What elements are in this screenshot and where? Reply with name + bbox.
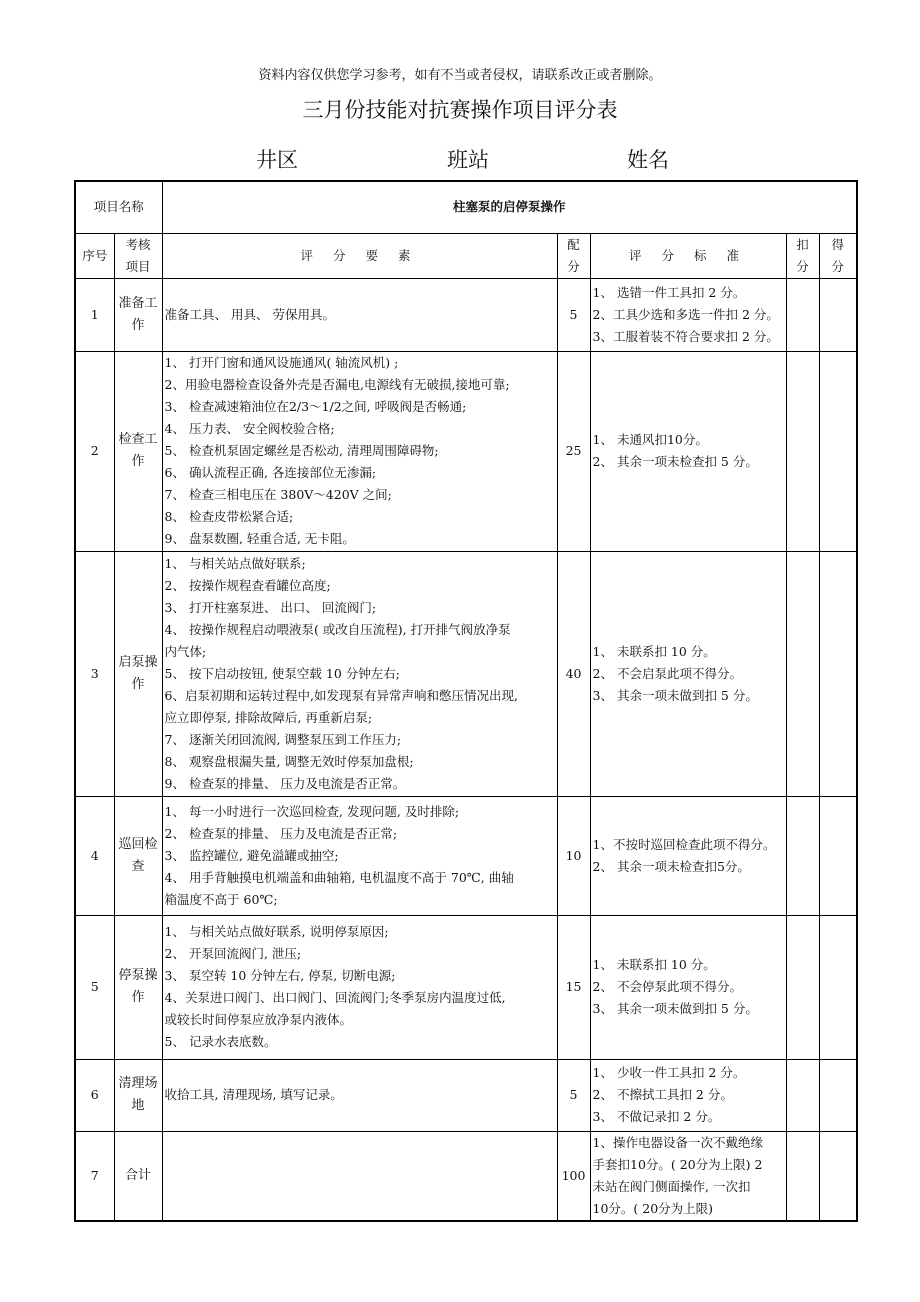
field-area-label: 井区 [256, 148, 298, 172]
row-score-cell [819, 1059, 857, 1131]
disclaimer: 资料内容仅供您学习参考，如有不当或者侵权，请联系改正或者删除。 [258, 68, 662, 83]
row-standard-line: 3、 不做记录扣 2 分。 [592, 1109, 721, 1124]
header-points [557, 233, 590, 278]
row-deduct-cell [786, 278, 819, 351]
row-index: 3 [75, 551, 114, 796]
row-standard-line: 2、 不会停泵此项不得分。 [592, 979, 742, 994]
row-standard-line: 2、 其余一项未检查扣5分。 [592, 858, 750, 874]
header-score [819, 233, 857, 278]
header-standard: 评 分 标 准 [590, 233, 786, 278]
row-deduct-cell [786, 351, 819, 551]
row-item: 巡回检查 [114, 796, 162, 915]
row-standard-line: 2、 不会启泵此项不得分。 [592, 665, 742, 681]
row-index: 6 [75, 1059, 114, 1131]
row-requirements-line: 3、 泵空转 10 分钟左右, 停泵, 切断电源; [164, 968, 396, 983]
row-requirements [162, 1059, 557, 1131]
row-score-cell [819, 796, 857, 915]
row-requirements-line: 3、 打开柱塞泵进、 出口、 回流阀门; [164, 599, 377, 615]
row-requirements-line: 7、 检查三相电压在 380V～420V 之间; [164, 487, 392, 502]
table-row [75, 551, 857, 796]
row-standard-line: 3、 其余一项未做到扣 5 分。 [592, 687, 758, 703]
row-points: 10 [557, 796, 590, 915]
row-requirements-line: 2、 检查泵的排量、 压力及电流是否正常; [164, 825, 398, 841]
row-points: 25 [557, 351, 590, 551]
row-item: 准备工作 [114, 278, 162, 351]
row-index: 5 [75, 915, 114, 1059]
row-requirements-line: 2、用验电器检查设备外壳是否漏电,电源线有无破损,接地可靠; [164, 377, 510, 392]
row-points: 5 [557, 1059, 590, 1131]
header-score-line2: 分 [831, 258, 845, 274]
row-requirements-line: 6、启泵初期和运转过程中,如发现泵有异常声响和憋压情况出现, [164, 687, 518, 703]
header-deduct [786, 233, 819, 278]
row-item: 检查工作 [114, 351, 162, 551]
row-item: 停泵操作 [114, 915, 162, 1059]
row-deduct-cell [786, 1131, 819, 1221]
row-deduct-cell [786, 1059, 819, 1131]
header-points-line2: 分 [567, 258, 580, 274]
row-standard-line: 3、工服着装不符合要求扣 2 分。 [592, 328, 779, 344]
row-points: 5 [557, 278, 590, 351]
table-row [75, 1131, 857, 1221]
header-requirements: 评 分 要 素 [162, 233, 557, 278]
row-standard-line: 1、 未通风扣10分。 [592, 432, 708, 447]
project-title: 柱塞泵的启停泵操作 [162, 181, 857, 233]
table-row [75, 1059, 857, 1131]
row-score-cell [819, 278, 857, 351]
table-row [75, 351, 857, 551]
row-item: 合计 [114, 1131, 162, 1221]
row-requirements-line: 5、 检查机泵固定螺丝是否松动, 清理周围障碍物; [164, 443, 439, 458]
table-row [75, 915, 857, 1059]
row-standard [590, 796, 786, 915]
row-standard-line: 10分。( 20分为上限) [592, 1200, 714, 1216]
row-index: 4 [75, 796, 114, 915]
row-deduct-cell [786, 796, 819, 915]
row-requirements-line: 8、 观察盘根漏失量, 调整无效时停泵加盘根; [164, 753, 414, 769]
row-requirements-line: 1、 与相关站点做好联系, 说明停泵原因; [164, 924, 389, 939]
row-requirements-line: 1、 每一小时进行一次巡回检查, 发现问题, 及时排除; [164, 803, 460, 819]
row-standard [590, 1131, 786, 1221]
row-standard-line: 2、工具少选和多选一件扣 2 分。 [592, 306, 779, 322]
score-table [74, 180, 858, 1222]
row-standard-line: 2、 不擦拭工具扣 2 分。 [592, 1087, 733, 1102]
row-standard [590, 278, 786, 351]
row-score-cell [819, 551, 857, 796]
row-points: 100 [557, 1131, 590, 1221]
header-deduct-line1: 扣 [796, 236, 809, 252]
row-standard [590, 351, 786, 551]
row-requirements-line: 6、 确认流程正确, 各连接部位无渗漏; [164, 465, 377, 480]
row-score-cell [819, 351, 857, 551]
row-requirements-line: 应立即停泵, 排除故障后, 再重新启泵; [164, 709, 373, 725]
row-standard-line: 1、不按时巡回检查此项不得分。 [592, 836, 776, 852]
row-requirements-line: 3、 检查减速箱油位在2/3～1/2之间, 呼吸阀是否畅通; [164, 399, 467, 414]
row-requirements [162, 351, 557, 551]
header-index: 序号 [75, 233, 114, 278]
row-requirements-line: 准备工具、 用具、 劳保用具。 [164, 306, 335, 322]
header-item-line1: 考核 [125, 236, 151, 252]
row-index: 2 [75, 351, 114, 551]
row-item: 清理场地 [114, 1059, 162, 1131]
row-requirements-line: 4、 用手背触摸电机端盖和曲轴箱, 电机温度不高于 70℃, 曲轴 [164, 869, 514, 885]
row-requirements-line: 9、 检查泵的排量、 压力及电流是否正常。 [164, 775, 406, 791]
row-requirements-line: 2、 开泵回流阀门, 泄压; [164, 946, 302, 961]
row-points: 40 [557, 551, 590, 796]
row-standard-line: 手套扣10分。( 20分为上限) 2 [592, 1156, 763, 1172]
row-requirements-line: 或较长时间停泵应放净泵内液体。 [164, 1012, 353, 1027]
row-score-cell [819, 915, 857, 1059]
row-requirements-line: 5、 按下启动按钮, 使泵空载 10 分钟左右; [164, 665, 400, 681]
row-requirements-line: 5、 记录水表底数。 [164, 1034, 277, 1049]
row-standard [590, 551, 786, 796]
row-requirements [162, 551, 557, 796]
row-standard-line: 1、 少收一件工具扣 2 分。 [592, 1065, 746, 1080]
page-title: 三月份技能对抗赛操作项目评分表 [302, 98, 618, 122]
header-fields [0, 144, 920, 174]
row-standard [590, 1059, 786, 1131]
row-requirements-line: 内气体; [164, 643, 207, 659]
row-requirements-line: 1、 与相关站点做好联系; [164, 555, 306, 571]
header-item-line2: 项目 [125, 258, 151, 274]
table-body [75, 278, 857, 1221]
row-requirements-line: 4、 压力表、 安全阀校验合格; [164, 421, 335, 436]
header-points-line1: 配 [567, 236, 580, 252]
row-item: 启泵操作 [114, 551, 162, 796]
row-requirements-line: 4、 按操作规程启动喂液泵( 或改自压流程), 打开排气阀放净泵 [164, 621, 511, 637]
row-requirements-line: 3、 监控罐位, 避免溢罐或抽空; [164, 847, 339, 863]
row-requirements-line: 箱温度不高于 60℃; [164, 891, 278, 907]
header-score-line1: 得 [831, 236, 845, 252]
row-requirements-line: 7、 逐渐关闭回流阀, 调整泵压到工作压力; [164, 731, 402, 747]
row-index: 1 [75, 278, 114, 351]
row-requirements-line: 2、 按操作规程查看罐位高度; [164, 577, 331, 593]
row-standard-line: 1、 选错一件工具扣 2 分。 [592, 284, 746, 300]
header-deduct-line2: 分 [796, 258, 809, 274]
row-standard [590, 915, 786, 1059]
row-standard-line: 1、操作电器设备一次不戴绝缘 [592, 1134, 763, 1150]
row-standard-line: 未站在阀门侧面操作, 一次扣 [592, 1178, 751, 1194]
row-requirements [162, 1131, 557, 1221]
row-requirements [162, 796, 557, 915]
row-requirements-line: 1、 打开门窗和通风设施通风( 轴流风机) ; [164, 355, 399, 370]
row-requirements [162, 278, 557, 351]
row-index: 7 [75, 1131, 114, 1221]
row-deduct-cell [786, 915, 819, 1059]
row-score-cell [819, 1131, 857, 1221]
table-row [75, 796, 857, 915]
field-station-label: 班站 [447, 148, 489, 172]
row-standard-line: 1、 未联系扣 10 分。 [592, 957, 716, 972]
field-name-label: 姓名 [627, 148, 669, 172]
row-deduct-cell [786, 551, 819, 796]
row-requirements-line: 8、 检查皮带松紧合适; [164, 509, 294, 524]
project-name-label: 项目名称 [75, 181, 162, 233]
row-standard-line: 2、 其余一项未检查扣 5 分。 [592, 454, 758, 469]
row-points: 15 [557, 915, 590, 1059]
row-requirements-line: 收拾工具, 清理现场, 填写记录。 [164, 1087, 343, 1102]
table-row [75, 278, 857, 351]
row-requirements-line: 9、 盘泵数圈, 轻重合适, 无卡阻。 [164, 531, 355, 546]
header-item [114, 233, 162, 278]
row-requirements-line: 4、关泵进口阀门、出口阀门、回流阀门;冬季泵房内温度过低, [164, 990, 506, 1005]
row-requirements [162, 915, 557, 1059]
row-standard-line: 3、 其余一项未做到扣 5 分。 [592, 1001, 758, 1016]
row-standard-line: 1、 未联系扣 10 分。 [592, 643, 716, 659]
